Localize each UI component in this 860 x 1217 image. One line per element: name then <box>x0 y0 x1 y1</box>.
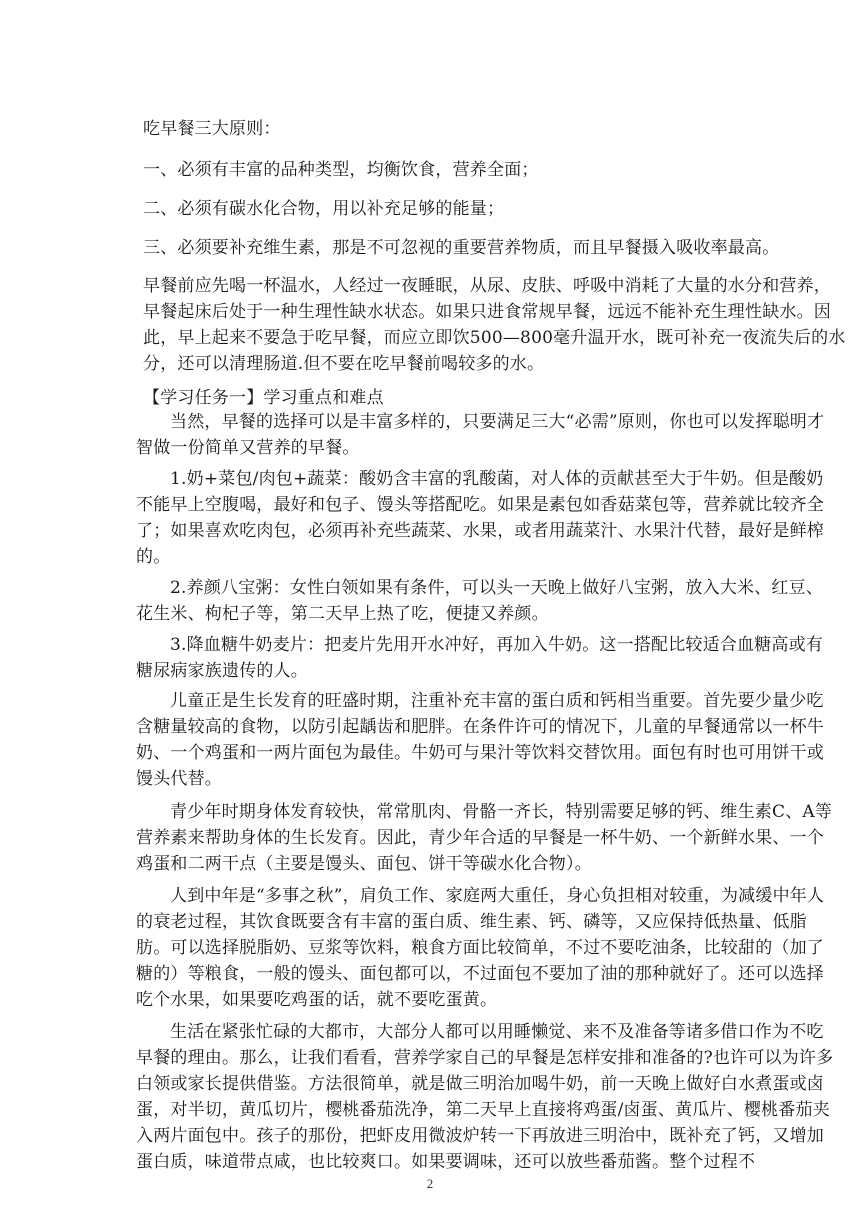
paragraph-middle-aged: 人到中年是“多事之秋”，肩负工作、家庭两大重任，身心负担相对较重，为减缓中年人的衰老过程，其饮食既要含有丰富的蛋白质、维生素、钙、磷等，又应保持低热量、低脂肪。可以选择脱脂奶、豆浆等饮料，粮食方面比较简单，不过不要吃油条，比较甜的（加了糖的）等粮食，一般的馒头、面包都可以，不过面包不要加了油的那种就好了。还可以选择吃个水果，如果要吃鸡蛋的话，就不要吃蛋黄。 <box>136 886 825 1010</box>
paragraph-option-2: 2.养颜八宝粥：女性白领如果有条件，可以头一天晚上做好八宝粥，放入大米、红豆、花生米、枸杞子等，第二天早上热了吃，便捷又养颜。 <box>136 578 824 624</box>
paragraph-principle-1: 一、必须有丰富的品种类型，均衡饮食，营养全面； <box>143 160 539 180</box>
paragraph-principle-3: 三、必须要补充维生素，那是不可忽视的重要营养物质，而且早餐摄入吸收率最高。 <box>143 238 780 258</box>
page-number: 2 <box>426 1176 434 1191</box>
paragraph-principle-2: 二、必须有碳水化合物，用以补充足够的能量； <box>143 199 505 219</box>
paragraph-option-3: 3.降血糖牛奶麦片：把麦片先用开水冲好，再加入牛奶。这一搭配比较适合血糖高或有糖尿病家族遗传的人。 <box>136 635 824 681</box>
paragraph-breakfast-choice: 当然，早餐的选择可以是丰富多样的，只要满足三大“必需”原则，你也可以发挥聪明才智做一份简单又营养的早餐。 <box>136 412 825 458</box>
paragraph-option-1: 1.奶+菜包/肉包+蔬菜：酸奶含丰富的乳酸菌，对人体的贡献甚至大于牛奶。但是酸奶不能早上空腹喝，最好和包子、馒头等搭配吃。如果是素包如香菇菜包等，营养就比较齐全了；如果喜欢吃肉包，必须再补充些蔬菜、水果，或者用蔬菜汁、水果汁代替，最好是鲜榨的。 <box>136 469 824 567</box>
paragraph-water: 早餐前应先喝一杯温水，人经过一夜睡眠，从尿、皮肤、呼吸中消耗了大量的水分和营养，早餐起床后处于一种生理性缺水状态。如果只进食常规早餐，远远不能补充生理性缺水。因此，早上起来不要急于吃早餐，而应立即饮500—800毫升温开水，既可补充一夜流失后的水分，还可以清理肠道.但不要在吃早餐前喝较多的水。 <box>143 276 846 374</box>
paragraph-task-heading: 【学习任务一】学习重点和难点 <box>143 388 384 408</box>
paragraph-children: 儿童正是生长发育的旺盛时期，注重补充丰富的蛋白质和钙相当重要。首先要少量少吃含糖量较高的食物，以防引起龋齿和肥胖。在条件许可的情况下，儿童的早餐通常以一杯牛奶、一个鸡蛋和一两片面包为最佳。牛奶可与果汁等饮料交替饮用。面包有时也可用饼干或馒头代替。 <box>136 691 824 789</box>
paragraph-principles-heading: 吃早餐三大原则： <box>143 119 281 139</box>
paragraph-teenagers: 青少年时期身体发育较快，常常肌肉、骨骼一齐长，特别需要足够的钙、维生素C、A等营养素来帮助身体的生长发育。因此，青少年合适的早餐是一杯牛奶、一个新鲜水果、一个鸡蛋和二两干点（主要是馒头、面包、饼干等碳水化合物）。 <box>136 802 833 874</box>
paragraph-urban-life: 生活在紧张忙碌的大都市，大部分人都可以用睡懒觉、来不及准备等诸多借口作为不吃早餐的理由。那么，让我们看看，营养学家自己的早餐是怎样安排和准备的?也许可以为许多白领或家长提供借鉴。方法很简单，就是做三明治加喝牛奶，前一天晚上做好白水煮蛋或卤蛋，对半切，黄瓜切片，樱桃番茄洗净，第二天早上直接将鸡蛋/卤蛋、黄瓜片、樱桃番茄夹入两片面包中。孩子的那份，把虾皮用微波炉转一下再放进三明治中，既补充了钙，又增加蛋白质，味道带点咸，也比较爽口。如果要调味，还可以放些番茄酱。整个过程不 <box>136 1022 834 1172</box>
